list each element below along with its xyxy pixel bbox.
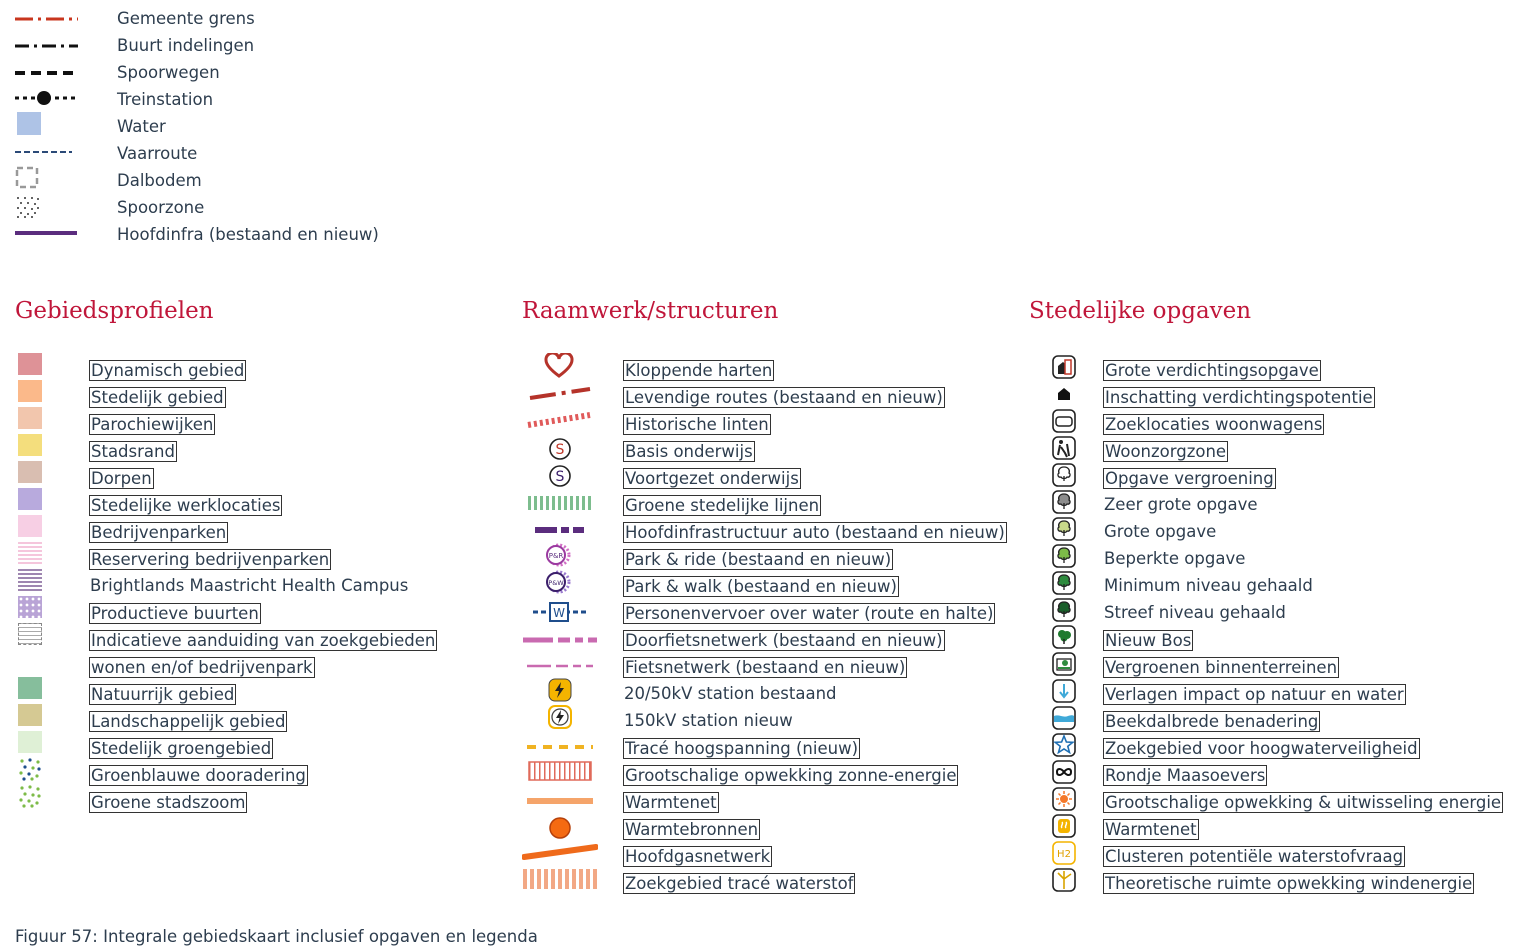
swatch-parochiewijken <box>18 407 42 429</box>
label-station-nieuw: 150kV station nieuw <box>624 711 793 730</box>
power-station-existing-icon <box>547 677 573 703</box>
label-woonwagens: Zoeklocaties woonwagens <box>1105 415 1323 434</box>
label-beperkte-opgave: Beperkte opgave <box>1104 549 1246 568</box>
label-levendige-routes: Levendige routes (bestaand en nieuw) <box>625 388 943 407</box>
house-icon <box>1056 386 1072 402</box>
wind-turbine-icon <box>1051 867 1077 893</box>
label-beekdalbrede: Beekdalbrede benadering <box>1105 712 1319 731</box>
svg-text:S: S <box>555 442 565 458</box>
legend-label-railways: Spoorwegen <box>117 63 220 82</box>
label-windenergie: Theoretische ruimte opwekking windenergie <box>1105 874 1473 893</box>
heading-raamwerk: Raamwerk/structuren <box>522 298 779 324</box>
hydrogen-icon <box>1051 840 1077 866</box>
new-forest-icon <box>1051 624 1077 650</box>
label-fietsnetwerk: Fietsnetwerk (bestaand en nieuw) <box>625 658 906 677</box>
swatch-reservering <box>18 542 42 564</box>
svg-text:P&R: P&R <box>548 552 564 560</box>
label-groenblauwe: Groenblauwe dooradering <box>91 766 306 785</box>
heat-source-icon <box>547 815 573 841</box>
label-dynamisch-gebied: Dynamisch gebied <box>91 361 245 380</box>
swatch-natuurrijk <box>18 677 42 699</box>
swatch-landschappelijk <box>18 704 42 726</box>
tree-darkgreen-icon <box>1051 570 1077 596</box>
label-rondje-maasoevers: Rondje Maasoevers <box>1105 766 1266 785</box>
green-urban-line-icon <box>526 494 594 512</box>
hydrogen-route-icon <box>522 868 598 890</box>
tree-deepgreen-icon <box>1051 597 1077 623</box>
solar-energy-icon <box>528 760 592 782</box>
label-streef-niveau: Streef niveau gehaald <box>1104 603 1286 622</box>
care-zone-icon <box>1051 435 1077 461</box>
label-groengebied: Stedelijk groengebied <box>91 739 272 758</box>
label-hoogwaterveiligheid: Zoekgebied voor hoogwaterveiligheid <box>1105 739 1418 758</box>
swatch-stadsrand <box>18 434 42 456</box>
heading-gebiedsprofielen: Gebiedsprofielen <box>15 298 214 324</box>
label-zoekgebieden: Indicatieve aanduiding van zoekgebieden <box>91 631 436 650</box>
municipal-border-line-icon <box>14 12 80 26</box>
svg-text:H2: H2 <box>1057 849 1071 860</box>
label-impact-natuur: Verlagen impact op natuur en water <box>1105 685 1404 704</box>
courtyard-green-icon <box>1051 651 1077 677</box>
label-reservering: Reservering bedrijvenparken <box>91 550 330 569</box>
tree-lightgreen-icon <box>1051 516 1077 542</box>
legend-label-neighbourhoods: Buurt indelingen <box>117 36 255 55</box>
park-and-ride-icon <box>542 543 576 567</box>
train-station-icon <box>14 89 80 107</box>
figure-caption: Figuur 57: Integrale gebiedskaart inclusief opgaven en legenda <box>15 927 538 946</box>
legend-label-water: Water <box>117 117 166 136</box>
park-and-walk-icon <box>542 570 576 594</box>
main-infra-line-icon <box>14 228 80 238</box>
car-infra-icon <box>534 524 586 536</box>
svg-text:S: S <box>555 469 565 485</box>
stream-valley-icon <box>1051 705 1077 731</box>
water-transport-icon <box>532 600 588 624</box>
power-station-new-icon <box>547 704 573 730</box>
label-bedrijvenparken: Bedrijvenparken <box>91 523 227 542</box>
label-kloppende-harten: Kloppende harten <box>625 361 773 380</box>
svg-text:P&W: P&W <box>548 579 564 587</box>
label-nieuw-bos: Nieuw Bos <box>1105 631 1192 650</box>
sun-energy-icon <box>1051 786 1077 812</box>
label-woonzorgzone: Woonzorgzone <box>1105 442 1227 461</box>
legend-label-train-station: Treinstation <box>117 90 214 109</box>
water-swatch-icon <box>17 112 43 136</box>
label-park-walk: Park & walk (bestaand en nieuw) <box>625 577 897 596</box>
infinity-icon <box>1051 759 1077 785</box>
cycle-network-icon <box>526 661 594 671</box>
label-station-bestaand: 20/50kV station bestaand <box>624 684 837 703</box>
label-waterstofvraag: Clusteren potentiële waterstofvraag <box>1105 847 1404 866</box>
label-grote-opgave: Grote opgave <box>1104 522 1217 541</box>
high-voltage-line-icon <box>526 742 594 752</box>
label-minimum-niveau: Minimum niveau gehaald <box>1104 576 1313 595</box>
label-voortgezet-onderwijs: Voortgezet onderwijs <box>625 469 799 488</box>
swatch-stedelijk <box>18 380 42 402</box>
label-hoofdinfra-auto: Hoofdinfrastructuur auto (bestaand en nieuw) <box>625 523 1005 542</box>
label-werklocaties: Stedelijke werklocaties <box>91 496 281 515</box>
label-wonen-bedrijvenpark: wonen en/of bedrijvenpark <box>91 658 313 677</box>
valley-floor-icon <box>15 166 41 190</box>
swatch-zoekgebieden <box>18 623 42 645</box>
primary-school-icon <box>548 437 572 461</box>
tree-green-icon <box>1051 543 1077 569</box>
star-icon <box>1051 732 1077 758</box>
label-opwekking-uitwisseling: Grootschalige opwekking & uitwisseling energie <box>1105 793 1502 812</box>
label-trace-waterstof: Zoekgebied tracé waterstof <box>625 874 854 893</box>
swatch-dynamisch <box>18 353 42 375</box>
legend-label-main-infra: Hoofdinfra (bestaand en nieuw) <box>117 225 379 244</box>
secondary-school-icon <box>548 464 572 488</box>
neighbourhood-border-line-icon <box>14 39 80 53</box>
label-groene-stadszoom: Groene stadszoom <box>91 793 246 812</box>
label-brightlands: Brightlands Maastricht Health Campus <box>90 576 409 595</box>
label-personenvervoer-water: Personenvervoer over water (route en halte) <box>625 604 994 623</box>
label-warmtenet-opgave: Warmtenet <box>1105 820 1197 839</box>
swatch-productieve-buurten <box>18 596 42 618</box>
heat-network-icon <box>1051 813 1077 839</box>
label-natuurrijk: Natuurrijk gebied <box>91 685 235 704</box>
label-warmtenet: Warmtenet <box>625 793 717 812</box>
swatch-groenblauwe-dooradering <box>18 757 42 781</box>
heading-stedelijke-opgaven: Stedelijke opgaven <box>1029 298 1252 324</box>
gas-network-icon <box>522 843 598 861</box>
label-hoofdgasnetwerk: Hoofdgasnetwerk <box>625 847 771 866</box>
heart-icon <box>544 353 574 379</box>
railway-line-icon <box>14 66 80 80</box>
label-groene-lijnen: Groene stedelijke lijnen <box>625 496 820 515</box>
label-trace-hoogspanning: Tracé hoogspanning (nieuw) <box>625 739 859 758</box>
label-park-ride: Park & ride (bestaand en nieuw) <box>625 550 892 569</box>
label-historische-linten: Historische linten <box>625 415 769 434</box>
label-dorpen: Dorpen <box>91 469 152 488</box>
label-basis-onderwijs: Basis onderwijs <box>625 442 753 461</box>
legend-label-valley-floor: Dalbodem <box>117 171 202 190</box>
swatch-brightlands <box>18 569 42 591</box>
label-binnenterreinen: Vergroenen binnenterreinen <box>1105 658 1338 677</box>
tree-outline-icon <box>1051 462 1077 488</box>
legend-label-municipal-border: Gemeente grens <box>117 9 255 28</box>
legend-label-shipping-route: Vaarroute <box>117 144 198 163</box>
rail-zone-dotted-icon <box>15 195 41 219</box>
historic-ribbon-icon <box>526 411 592 429</box>
legend-label-rail-zone: Spoorzone <box>117 198 205 217</box>
label-verdichtingspotentie: Inschatting verdichtingspotentie <box>1105 388 1373 407</box>
label-warmtebronnen: Warmtebronnen <box>625 820 759 839</box>
label-stedelijk-gebied: Stedelijk gebied <box>91 388 224 407</box>
shipping-route-line-icon <box>14 147 74 157</box>
swatch-dorpen <box>18 461 42 483</box>
swatch-groengebied <box>18 731 42 753</box>
tree-grey-icon <box>1051 489 1077 515</box>
label-parochiewijken: Parochiewijken <box>91 415 214 434</box>
caravan-icon <box>1051 408 1077 434</box>
label-verdichtingsopgave: Grote verdichtingsopgave <box>1105 361 1319 380</box>
lively-route-icon <box>528 386 592 402</box>
swatch-werklocaties <box>18 488 42 510</box>
label-landschappelijk: Landschappelijk gebied <box>91 712 286 731</box>
densification-icon <box>1051 354 1077 380</box>
heat-network-line-icon <box>526 795 594 807</box>
swatch-bedrijvenparken <box>18 515 42 537</box>
cycle-highway-icon <box>522 634 598 646</box>
label-stadsrand: Stadsrand <box>91 442 175 461</box>
label-zonne-energie: Grootschalige opwekking zonne-energie <box>625 766 957 785</box>
swatch-groene-stadszoom <box>18 784 42 808</box>
impact-water-icon <box>1051 678 1077 704</box>
label-doorfietsnetwerk: Doorfietsnetwerk (bestaand en nieuw) <box>625 631 943 650</box>
label-zeer-grote-opgave: Zeer grote opgave <box>1104 495 1258 514</box>
label-opgave-vergroening: Opgave vergroening <box>1105 469 1274 488</box>
label-productieve-buurten: Productieve buurten <box>91 604 259 623</box>
svg-text:W: W <box>553 606 565 620</box>
